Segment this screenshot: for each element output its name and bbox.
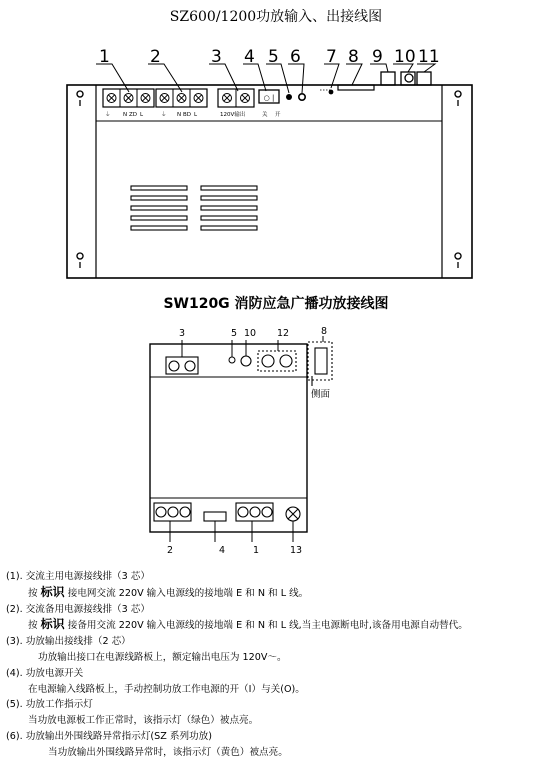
- sw-terminal-3: [166, 357, 198, 374]
- label-main-l: L: [140, 112, 144, 118]
- callout-1: 1: [99, 47, 110, 67]
- vent-slots: [131, 186, 257, 230]
- connector-11: [417, 72, 431, 85]
- callout-3: 3: [211, 47, 222, 67]
- side-label: 侧面: [311, 389, 331, 400]
- note-2-heading: (2). 交流备用电源接线排（3 芯）: [6, 603, 150, 615]
- indicator-led-6: [299, 94, 305, 100]
- mount-hole-icon: [77, 91, 83, 106]
- sw-knob-10: [241, 356, 251, 366]
- sw-callout-4: 4: [218, 545, 226, 556]
- callout-8: 8: [348, 47, 359, 67]
- top-connectors: [381, 72, 431, 85]
- sw-callout-1: 1: [252, 545, 260, 556]
- connector-9: [381, 72, 395, 85]
- label-main-n: N: [123, 112, 128, 118]
- note-5-description: 当功放电源板工作正常时，该指示灯（绿色）被点亮。: [28, 715, 259, 727]
- note-2-description: 按 标识 接备用交流 220V 输入电源线的接地端 E 和 N 和 L 线,当主电源断电时,该备用电源自动替代。: [28, 617, 468, 632]
- mount-hole-icon: [77, 253, 83, 268]
- ground-symbol-main: ⏚: [105, 112, 111, 118]
- sw-terminal-2: [154, 503, 191, 521]
- sw-led-5: [229, 357, 235, 363]
- sw-callout-8: 8: [320, 326, 328, 337]
- note-5-heading: (5). 功放工作指示灯: [6, 699, 93, 711]
- note-1-heading: (1). 交流主用电源接线排（3 芯）: [6, 571, 150, 582]
- sw-callout-10: 10: [243, 328, 257, 339]
- mount-hole-icon: [455, 253, 461, 268]
- sw-switch-4: [204, 512, 226, 521]
- note-4-description: 在电源输入线路板上，手动控制功放工作电源的开（I）与关(O)。: [28, 683, 305, 695]
- label-backup-bd: BD: [183, 112, 192, 118]
- sw-chassis: [150, 344, 307, 532]
- callout-9: 9: [372, 47, 383, 67]
- terminal-block-output: [218, 89, 254, 107]
- sw-side-fuse-8: [308, 342, 332, 386]
- diagram2-title: SW120G 消防应急广播功放接线图: [163, 296, 389, 312]
- label-output: 120V输出: [220, 112, 246, 118]
- sw-terminal-1: [236, 503, 273, 521]
- note-3-description: 功放输出接口在电源线路板上，额定输出电压为 120V～。: [38, 651, 287, 663]
- note-6-heading: (6). 功放输出外围线路异常指示灯(SZ 系列功放): [6, 730, 212, 742]
- callout-2: 2: [150, 47, 161, 67]
- sw-callout-13: 13: [289, 545, 303, 556]
- mount-hole-icon: [455, 91, 461, 106]
- label-switch-on: 开: [275, 112, 281, 118]
- sw-callout-3: 3: [178, 328, 186, 339]
- label-backup-l: L: [194, 112, 198, 118]
- sw-connector-12: [258, 351, 296, 371]
- callout-11: 11: [418, 47, 440, 67]
- callout-6: 6: [290, 47, 301, 67]
- note-1-description: 按 标识 接电网交流 220V 输入电源线的接地端 E 和 N 和 L 线。: [28, 584, 309, 599]
- power-switch: [259, 90, 279, 103]
- sw-callout-12: 12: [276, 328, 290, 339]
- sw-lamp-13-icon: [286, 507, 300, 521]
- callout-4: 4: [244, 47, 255, 67]
- note-3-heading: (3). 功放输出接线排（2 芯）: [6, 636, 131, 648]
- label-switch-off: 关: [262, 112, 268, 118]
- indicator-led-5: [286, 94, 292, 100]
- sw-leader-lines: [170, 336, 323, 542]
- label-main-zd: ZD: [129, 112, 138, 118]
- sz-amplifier-diagram: [0, 0, 552, 290]
- callout-7: 7: [326, 47, 337, 67]
- note-2-keyword: 标识: [40, 617, 65, 632]
- label-backup-n: N: [177, 112, 182, 118]
- switch-symbol: ○ |: [263, 94, 275, 102]
- ground-symbol-backup: ⏚: [161, 112, 167, 118]
- callout-10: 10: [394, 47, 416, 67]
- note-6-description: 当功放输出外围线路异常时，该指示灯（黄色）被点亮。: [48, 746, 288, 758]
- chassis-outline: [67, 85, 472, 278]
- sw120g-diagram: [0, 320, 552, 560]
- sw-callout-5: 5: [230, 328, 238, 339]
- diagram1-title: SZ600/1200功放输入、出接线图: [169, 9, 383, 25]
- callout-5: 5: [268, 47, 279, 67]
- note-1-keyword: 标识: [40, 584, 65, 599]
- notes-list: [6, 569, 552, 761]
- sw-callout-2: 2: [166, 545, 174, 556]
- connector-10-jack: [405, 74, 413, 82]
- note-4-heading: (4). 功放电源开关: [6, 667, 84, 679]
